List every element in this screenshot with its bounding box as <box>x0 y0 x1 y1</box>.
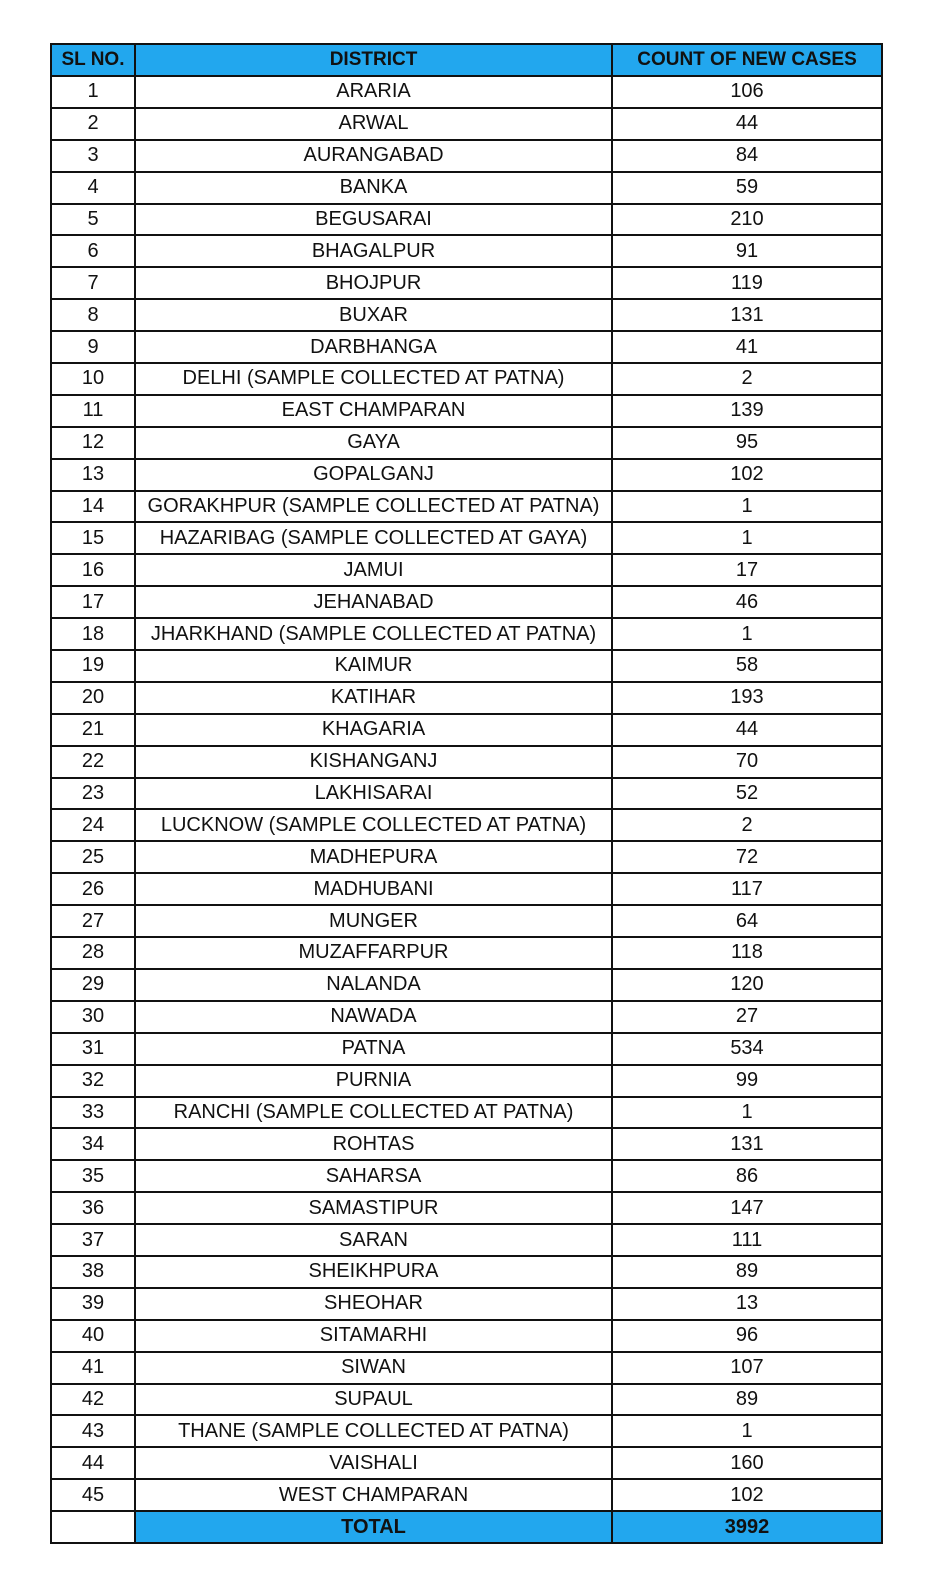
table-row <box>51 235 882 267</box>
table-row <box>51 937 882 969</box>
cell-count: 117 <box>612 873 882 905</box>
cell-sl-no: 41 <box>51 1352 135 1384</box>
cell-count: 59 <box>612 172 882 204</box>
cell-district: BHOJPUR <box>135 267 612 299</box>
table-row <box>51 778 882 810</box>
table-row <box>51 714 882 746</box>
cell-district: SIWAN <box>135 1352 612 1384</box>
cell-sl-no: 26 <box>51 873 135 905</box>
cell-district: GAYA <box>135 427 612 459</box>
cell-sl-no: 13 <box>51 459 135 491</box>
table-row <box>51 682 882 714</box>
table-row <box>51 586 882 618</box>
cell-sl-no: 23 <box>51 778 135 810</box>
cell-count: 41 <box>612 331 882 363</box>
cell-sl-no: 30 <box>51 1001 135 1033</box>
cell-sl-no: 43 <box>51 1415 135 1447</box>
total-label: TOTAL <box>135 1511 612 1543</box>
table-row <box>51 1001 882 1033</box>
cell-sl-no: 10 <box>51 363 135 395</box>
header-sl-no: SL NO. <box>51 44 135 76</box>
cell-sl-no: 39 <box>51 1288 135 1320</box>
cell-count: 139 <box>612 395 882 427</box>
cell-sl-no: 31 <box>51 1033 135 1065</box>
table-row <box>51 746 882 778</box>
cell-district: JHARKHAND (SAMPLE COLLECTED AT PATNA) <box>135 618 612 650</box>
cell-district: KATIHAR <box>135 682 612 714</box>
table-row <box>51 1256 882 1288</box>
cell-sl-no: 6 <box>51 235 135 267</box>
table-row <box>51 1065 882 1097</box>
total-row <box>51 1511 882 1543</box>
table-row <box>51 427 882 459</box>
cell-count: 13 <box>612 1288 882 1320</box>
cell-count: 72 <box>612 841 882 873</box>
cell-district: PATNA <box>135 1033 612 1065</box>
cell-count: 70 <box>612 746 882 778</box>
cell-count: 102 <box>612 1479 882 1511</box>
cell-count: 89 <box>612 1384 882 1416</box>
table-row <box>51 1033 882 1065</box>
cell-district: SHEOHAR <box>135 1288 612 1320</box>
cell-district: KISHANGANJ <box>135 746 612 778</box>
table-row <box>51 1224 882 1256</box>
cell-sl-no: 42 <box>51 1384 135 1416</box>
cell-count: 102 <box>612 459 882 491</box>
cell-district: BANKA <box>135 172 612 204</box>
cell-sl-no: 36 <box>51 1192 135 1224</box>
cell-sl-no: 27 <box>51 905 135 937</box>
cell-district: WEST CHAMPARAN <box>135 1479 612 1511</box>
cell-sl-no: 14 <box>51 491 135 523</box>
cell-count: 84 <box>612 140 882 172</box>
cell-district: NAWADA <box>135 1001 612 1033</box>
cell-count: 58 <box>612 650 882 682</box>
cell-count: 89 <box>612 1256 882 1288</box>
cell-count: 106 <box>612 76 882 108</box>
table-row <box>51 618 882 650</box>
cell-district: VAISHALI <box>135 1447 612 1479</box>
cell-district: THANE (SAMPLE COLLECTED AT PATNA) <box>135 1415 612 1447</box>
table-header-row <box>51 44 882 76</box>
cell-sl-no: 17 <box>51 586 135 618</box>
cell-count: 17 <box>612 554 882 586</box>
table-row <box>51 1447 882 1479</box>
header-count: COUNT OF NEW CASES <box>612 44 882 76</box>
cell-sl-no: 35 <box>51 1160 135 1192</box>
cell-count: 1 <box>612 1097 882 1129</box>
cell-count: 99 <box>612 1065 882 1097</box>
table-row <box>51 491 882 523</box>
cell-count: 46 <box>612 586 882 618</box>
cell-district: SUPAUL <box>135 1384 612 1416</box>
cell-sl-no: 2 <box>51 108 135 140</box>
cell-count: 131 <box>612 299 882 331</box>
table-row <box>51 395 882 427</box>
table-row <box>51 1352 882 1384</box>
cell-district: PURNIA <box>135 1065 612 1097</box>
cell-district: ARARIA <box>135 76 612 108</box>
cell-district: BEGUSARAI <box>135 204 612 236</box>
cell-sl-no: 38 <box>51 1256 135 1288</box>
cell-district: DELHI (SAMPLE COLLECTED AT PATNA) <box>135 363 612 395</box>
table-row <box>51 1288 882 1320</box>
cell-district: GORAKHPUR (SAMPLE COLLECTED AT PATNA) <box>135 491 612 523</box>
cell-sl-no: 8 <box>51 299 135 331</box>
table-body <box>51 76 882 1511</box>
table-row <box>51 1320 882 1352</box>
cell-district: LUCKNOW (SAMPLE COLLECTED AT PATNA) <box>135 809 612 841</box>
table-row <box>51 554 882 586</box>
cell-count: 64 <box>612 905 882 937</box>
cell-district: JAMUI <box>135 554 612 586</box>
table-row <box>51 140 882 172</box>
cell-sl-no: 1 <box>51 76 135 108</box>
cell-sl-no: 22 <box>51 746 135 778</box>
cell-count: 52 <box>612 778 882 810</box>
cell-sl-no: 28 <box>51 937 135 969</box>
cell-count: 119 <box>612 267 882 299</box>
cell-count: 95 <box>612 427 882 459</box>
cell-sl-no: 18 <box>51 618 135 650</box>
cell-sl-no: 12 <box>51 427 135 459</box>
cell-sl-no: 24 <box>51 809 135 841</box>
cell-count: 534 <box>612 1033 882 1065</box>
cell-district: HAZARIBAG (SAMPLE COLLECTED AT GAYA) <box>135 522 612 554</box>
table-row <box>51 969 882 1001</box>
total-sl-blank <box>51 1511 135 1543</box>
table-row <box>51 873 882 905</box>
cell-count: 160 <box>612 1447 882 1479</box>
cell-sl-no: 34 <box>51 1128 135 1160</box>
table-row <box>51 363 882 395</box>
table-row <box>51 1479 882 1511</box>
cell-district: NALANDA <box>135 969 612 1001</box>
cell-district: ARWAL <box>135 108 612 140</box>
cell-count: 2 <box>612 809 882 841</box>
cell-count: 1 <box>612 491 882 523</box>
cell-count: 2 <box>612 363 882 395</box>
cell-count: 27 <box>612 1001 882 1033</box>
cell-sl-no: 11 <box>51 395 135 427</box>
cell-district: BUXAR <box>135 299 612 331</box>
cell-count: 120 <box>612 969 882 1001</box>
cell-count: 111 <box>612 1224 882 1256</box>
cell-district: SAMASTIPUR <box>135 1192 612 1224</box>
table-row <box>51 841 882 873</box>
cell-count: 96 <box>612 1320 882 1352</box>
cell-count: 86 <box>612 1160 882 1192</box>
cell-sl-no: 21 <box>51 714 135 746</box>
cell-sl-no: 16 <box>51 554 135 586</box>
cell-sl-no: 3 <box>51 140 135 172</box>
table-row <box>51 459 882 491</box>
cell-sl-no: 45 <box>51 1479 135 1511</box>
cell-district: MADHEPURA <box>135 841 612 873</box>
cell-district: SARAN <box>135 1224 612 1256</box>
table-row <box>51 1097 882 1129</box>
table-row <box>51 1415 882 1447</box>
new-cases-table <box>50 43 883 1544</box>
cell-count: 118 <box>612 937 882 969</box>
table-row <box>51 299 882 331</box>
table-row <box>51 204 882 236</box>
cell-district: GOPALGANJ <box>135 459 612 491</box>
table-row <box>51 905 882 937</box>
cell-sl-no: 5 <box>51 204 135 236</box>
table-row <box>51 76 882 108</box>
table-row <box>51 108 882 140</box>
cell-sl-no: 29 <box>51 969 135 1001</box>
cell-district: SITAMARHI <box>135 1320 612 1352</box>
cell-count: 1 <box>612 522 882 554</box>
cell-count: 193 <box>612 682 882 714</box>
cell-district: JEHANABAD <box>135 586 612 618</box>
cell-sl-no: 15 <box>51 522 135 554</box>
cell-count: 210 <box>612 204 882 236</box>
table-row <box>51 172 882 204</box>
cell-sl-no: 32 <box>51 1065 135 1097</box>
cell-district: LAKHISARAI <box>135 778 612 810</box>
cell-district: BHAGALPUR <box>135 235 612 267</box>
cell-count: 147 <box>612 1192 882 1224</box>
cell-sl-no: 7 <box>51 267 135 299</box>
header-district: DISTRICT <box>135 44 612 76</box>
cell-sl-no: 40 <box>51 1320 135 1352</box>
cell-count: 107 <box>612 1352 882 1384</box>
total-value: 3992 <box>612 1511 882 1543</box>
cell-district: EAST CHAMPARAN <box>135 395 612 427</box>
cell-sl-no: 37 <box>51 1224 135 1256</box>
cell-district: KAIMUR <box>135 650 612 682</box>
cell-count: 44 <box>612 714 882 746</box>
cell-district: SAHARSA <box>135 1160 612 1192</box>
cell-sl-no: 20 <box>51 682 135 714</box>
table-row <box>51 522 882 554</box>
table-row <box>51 1160 882 1192</box>
cell-district: RANCHI (SAMPLE COLLECTED AT PATNA) <box>135 1097 612 1129</box>
cell-sl-no: 9 <box>51 331 135 363</box>
cell-district: SHEIKHPURA <box>135 1256 612 1288</box>
table-row <box>51 267 882 299</box>
cell-sl-no: 4 <box>51 172 135 204</box>
cell-count: 44 <box>612 108 882 140</box>
cell-count: 131 <box>612 1128 882 1160</box>
table-row <box>51 1384 882 1416</box>
cell-sl-no: 19 <box>51 650 135 682</box>
table-row <box>51 1128 882 1160</box>
table-row <box>51 1192 882 1224</box>
cell-district: MADHUBANI <box>135 873 612 905</box>
cell-count: 91 <box>612 235 882 267</box>
table-row <box>51 809 882 841</box>
cell-district: DARBHANGA <box>135 331 612 363</box>
cell-district: AURANGABAD <box>135 140 612 172</box>
cell-sl-no: 44 <box>51 1447 135 1479</box>
cell-sl-no: 33 <box>51 1097 135 1129</box>
cell-district: MUNGER <box>135 905 612 937</box>
cell-district: ROHTAS <box>135 1128 612 1160</box>
cell-count: 1 <box>612 618 882 650</box>
table-row <box>51 650 882 682</box>
cell-sl-no: 25 <box>51 841 135 873</box>
cell-district: MUZAFFARPUR <box>135 937 612 969</box>
cell-district: KHAGARIA <box>135 714 612 746</box>
table-row <box>51 331 882 363</box>
cell-count: 1 <box>612 1415 882 1447</box>
